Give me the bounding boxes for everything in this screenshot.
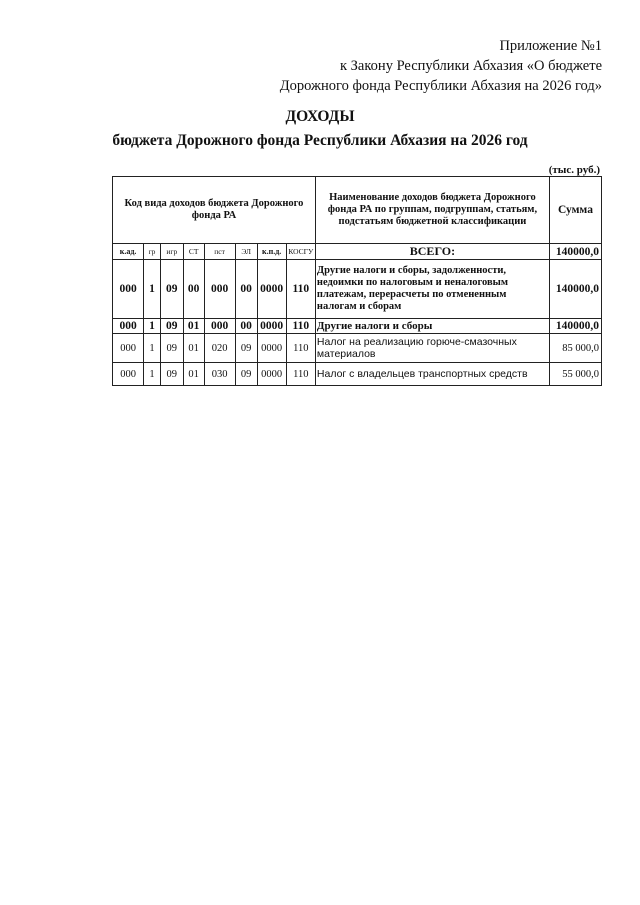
- unit-label: (тыс. руб.): [548, 164, 600, 176]
- code-cell: 09: [160, 319, 183, 334]
- document-title: ДОХОДЫ: [285, 108, 355, 125]
- code-cell: 1: [144, 334, 161, 363]
- code-cell: 01: [183, 334, 204, 363]
- code-cell: 0000: [257, 334, 286, 363]
- subheader-col: к.п.д.: [257, 244, 286, 260]
- subheader-col: гр: [144, 244, 161, 260]
- table-header-row: [113, 177, 602, 244]
- code-cell: 110: [286, 363, 315, 386]
- code-cell: 0000: [257, 363, 286, 386]
- code-cell: 09: [160, 363, 183, 386]
- code-cell: 0000: [257, 319, 286, 334]
- code-cell: 110: [286, 260, 315, 319]
- code-cell: 00: [235, 260, 257, 319]
- appendix-line-1: Приложение №1: [499, 38, 602, 54]
- code-cell: 09: [235, 334, 257, 363]
- code-cell: 030: [204, 363, 235, 386]
- code-cell: 110: [286, 334, 315, 363]
- code-cell: 000: [113, 319, 144, 334]
- code-cell: 09: [235, 363, 257, 386]
- code-cell: 1: [144, 363, 161, 386]
- row-sum: 55 000,0: [549, 363, 601, 386]
- code-cell: 1: [144, 319, 161, 334]
- appendix-line-3: Дорожного фонда Республики Абхазия на 2026 год»: [279, 78, 602, 94]
- header-code: Код вида доходов бюджета Дорожного фонда РА: [113, 177, 316, 244]
- subheader-col: пст: [204, 244, 235, 260]
- code-cell: 000: [204, 260, 235, 319]
- total-label: ВСЕГО:: [315, 244, 549, 260]
- table-row: [113, 334, 602, 363]
- table-row: [113, 319, 602, 334]
- table-row: [113, 260, 602, 319]
- code-cell: 09: [160, 260, 183, 319]
- row-sum: 85 000,0: [549, 334, 601, 363]
- header-name: Наименование доходов бюджета Дорожного фонда РА по группам, подгруппам, статьям, подстатьям бюджетной классификации: [315, 177, 549, 244]
- subheader-col: ЭЛ: [235, 244, 257, 260]
- row-name: Налог с владельцев транспортных средств: [315, 363, 549, 386]
- table-row: [113, 363, 602, 386]
- appendix-header: [280, 36, 602, 96]
- code-cell: 000: [204, 319, 235, 334]
- appendix-line-2: к Закону Республики Абхазия «О бюджете: [340, 58, 602, 74]
- code-cell: 1: [144, 260, 161, 319]
- header-sum: Сумма: [549, 177, 601, 244]
- code-cell: 00: [235, 319, 257, 334]
- subheader-col: игр: [160, 244, 183, 260]
- table-subheader-row: [113, 244, 602, 260]
- row-sum: 140000,0: [549, 319, 601, 334]
- subheader-col: КОСГУ: [286, 244, 315, 260]
- code-cell: 110: [286, 319, 315, 334]
- row-name: Другие налоги и сборы, задолженности, недоимки по налоговым и неналоговым платежам, перерасчеты по отмененным налогам и сборам: [315, 260, 549, 319]
- code-cell: 01: [183, 319, 204, 334]
- row-name: Налог на реализацию горюче-смазочных материалов: [315, 334, 549, 363]
- subheader-col: СТ: [183, 244, 204, 260]
- code-cell: 000: [113, 260, 144, 319]
- code-cell: 0000: [257, 260, 286, 319]
- row-name: Другие налоги и сборы: [315, 319, 549, 334]
- document-subtitle: бюджета Дорожного фонда Республики Абхазия на 2026 год: [112, 132, 528, 149]
- code-cell: 01: [183, 363, 204, 386]
- subheader-col: к.ад.: [113, 244, 144, 260]
- total-sum: 140000,0: [549, 244, 601, 260]
- code-cell: 000: [113, 363, 144, 386]
- income-table: [112, 176, 602, 386]
- row-sum: 140000,0: [549, 260, 601, 319]
- code-cell: 000: [113, 334, 144, 363]
- code-cell: 020: [204, 334, 235, 363]
- code-cell: 00: [183, 260, 204, 319]
- code-cell: 09: [160, 334, 183, 363]
